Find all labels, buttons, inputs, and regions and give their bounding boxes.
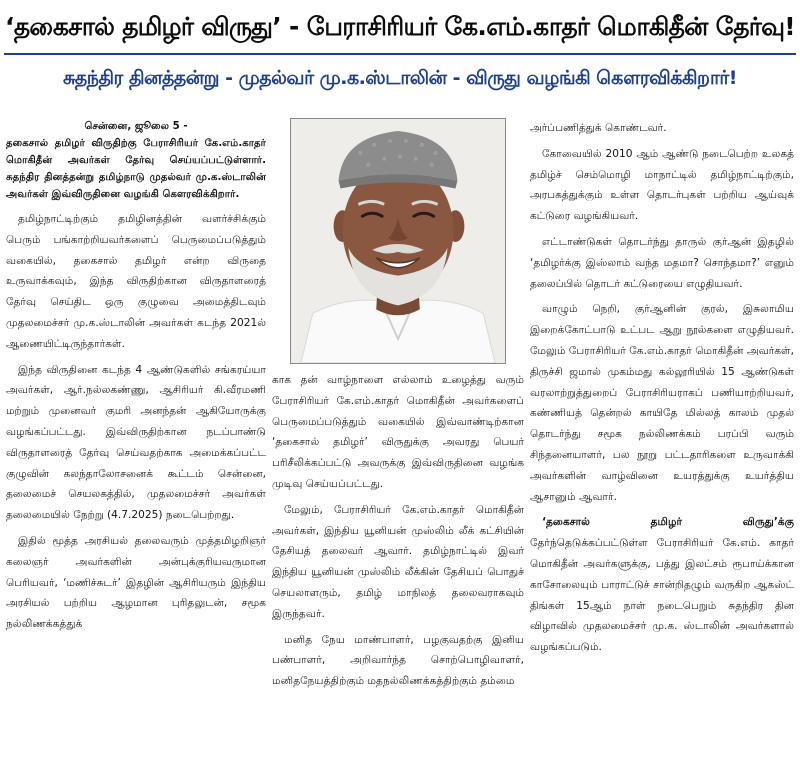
article-column-2: [272, 370, 524, 754]
paragraph: தமிழ்நாட்டிற்கும் தமிழினத்தின் வளர்ச்சிக்கும் பெரும் பங்காற்றியவர்களைப் பெருமைப்படுத்தும் வகையில், தகைசால் தமிழர் என்ற விருதை உருவாக்கவும், இந்த விருதிற்கான விருதாளரைத் தேர்வு செய்திட ஒரு குழுவை அமைத்திடவும் முதலமைச்சர் மு.க.ஸ்டாலின் அவர்கள் கடந்த 2021ல் ஆணையிட்டிருந்தார்கள்.: [6, 213, 266, 350]
subheadline: சுதந்திர தினத்தன்று - முதல்வர் மு.க.ஸ்டாலின் - விருது வழங்கி கௌரவிக்கிறார்!: [63, 67, 737, 89]
paragraph: மனித நேய மாண்பாளர், பழகுவதற்கு இனிய பண்பாளர், அறிவார்ந்த சொற்பொழிவாளர், மனிதநேயத்திற்கும் மதநல்லிணக்கத்திற்கும் தம்மை: [272, 633, 524, 688]
final-paragraph: [530, 512, 794, 658]
article-column-3: [530, 118, 794, 754]
portrait-illustration: [291, 119, 505, 363]
paragraph: வாழும் நெறி, குர்ஆனின் குரல், இசுலாமிய இறைக்கோட்பாடு உட்பட ஆறு நூல்களை எழுதியவர். மேலும் பேராசிரியர் கே.எம்.காதர் மொகிதீன் அவர்கள், திருச்சி ஜமால் முகம்மது கல்லூரியில் 15 ஆண்டுகள் வரலாற்றுத்துறைப் பேராசிரியராகப் பணியாற்றியவர், கண்ணியத் தென்றல் காயிதே மில்லத் காலம் முதல் தொடர்ந்து சமூக நல்லிணக்கம் பரப்பி வரும் சிந்தனையாளர், பல நூறு பட்டதாரிகளை உருவாக்கி அவர்களின் வாழ்வினை உயரத்துக்கு உயர்த்திய ஆசானும் ஆவார்.: [530, 303, 794, 503]
headline: ‘தகைசால் தமிழர் விருது’ - பேராசிரியர் கே.எம்.காதர் மொகிதீன் தேர்வு!: [5, 12, 795, 41]
portrait-photo: [290, 118, 506, 364]
paragraph: காக தன் வாழ்நாளை எல்லாம் உழைத்து வரும் பேராசிரியர் கே.எம்.காதர் மொகிதீன் அவர்களைப் பெருமைப்படுத்தும் வகையில் இவ்வாண்டிற்கான ‘தகைசால் தமிழர்’ விருதுக்கு அவரது பெயர் பரிசீலிக்கப்பட்டு அவருக்கு இவ்விருதினை வழங்க முடிவு செய்யப்பட்டது.: [272, 374, 524, 490]
final-paragraph-text: தேர்ந்தெடுக்கப்பட்டுள்ள பேராசிரியர் கே.எம். காதர் மொகிதீன் அவர்களுக்கு, பத்து இலட்சம் ரூபாய்க்கான காசோலையும் பாராட்டுச் சான்றிதழும் வருகிற ஆகஸ்ட் திங்கள் 15ஆம் நாள் நடைபெறும் சுதந்திர தின விழாவில் முதலமைச்சர் மு.க. ஸ்டாலின் அவர்களால் வழங்கப்படும்.: [530, 537, 794, 654]
paragraph: மேலும், பேராசிரியர் கே.எம்.காதர் மொகிதீன் அவர்கள், இந்திய யூனியன் முஸ்லிம் லீக் கட்சியின் தேசியத் தலைவர் ஆவார். தமிழ்நாட்டில் இவர் இந்திய யூனியன் முஸ்லிம் லீக்கின் தேசியப் பொதுச் செயலாளரும், தமிழ் மாநிலத் தலைவராகவும் இருந்தவர்.: [272, 503, 524, 620]
dateline: சென்னை, ஜூலை 5 -: [84, 121, 188, 132]
paragraph: இந்த விருதினை கடந்த 4 ஆண்டுகளில் சங்கரய்யா அவர்கள், ஆர்.நல்லகண்ணு, ஆசிரியர் கி.வீரமணி மற்றும் முனைவர் குமரி அனந்தன் ஆகியோருக்கு வழங்கப்பட்டது. இவ்விருதிற்கான நடப்பாண்டு விருதாளரைத் தேர்வு செய்வதற்காக அமைக்கப்பட்ட குழுவின் கலந்தாலோசனைக் கூட்டம் சென்னை, தலைமைச் செயலகத்தில், முதலமைச்சர் அவர்கள் தலைமையில் நேற்று (4.7.2025) நடைபெற்றது.: [6, 363, 266, 522]
paragraph: கோவையில் 2010 ஆம் ஆண்டு நடைபெற்ற உலகத் தமிழ்ச் செம்மொழி மாநாட்டில் தமிழ்நாட்டிற்கும், அரபகத்துக்கும் உள்ள தொடர்புகள் பற்றிய ஆய்வுக் கட்டுரை வழங்கியவர்.: [530, 147, 794, 223]
article-column-1: [6, 118, 266, 754]
paragraph: எட்டாண்டுகள் தொடர்ந்து தாருல் குர்ஆன் இதழில் ‘தமிழர்க்கு இஸ்லாம் வந்த மதமா? சொந்தமா?’ எனும் தலைப்பில் தொடர் கட்டுரையை எழுதியவர்.: [530, 235, 794, 290]
headline-rule: [4, 53, 796, 55]
paragraph: இதில் மூத்த அரசியல் தலைவரும் முத்தமிழறிஞர் கலைஞர் அவர்களின் அன்புக்குரியவருமான பெரியவர், ‘மணிச்சுடர்’ இதழின் ஆசிரியரும் இந்திய அரசியல் பற்றிய ஆழமான புரிதலுடன், சமூக நல்லிணக்கத்துக்: [6, 534, 266, 631]
award-name-emphasis: ‘தகைசால் தமிழர் விருது’க்கு: [542, 516, 794, 529]
lede: [6, 118, 266, 203]
lede-text: தகைசால் தமிழர் விருதிற்கு பேராசிரியர் கே.எம்.காதர் மொகிதீன் அவர்கள் தேர்வு செய்யப்பட்டுள்ளார். சுதந்திர தினத்தன்று தமிழ்நாடு முதல்வர் மு.க.ஸ்டாலின் அவர்கள் இவ்விருதினை வழங்கி கௌரவிக்கிறார்.: [6, 138, 266, 200]
paragraph: அர்ப்பணித்துக் கொண்டவர்.: [530, 122, 667, 134]
